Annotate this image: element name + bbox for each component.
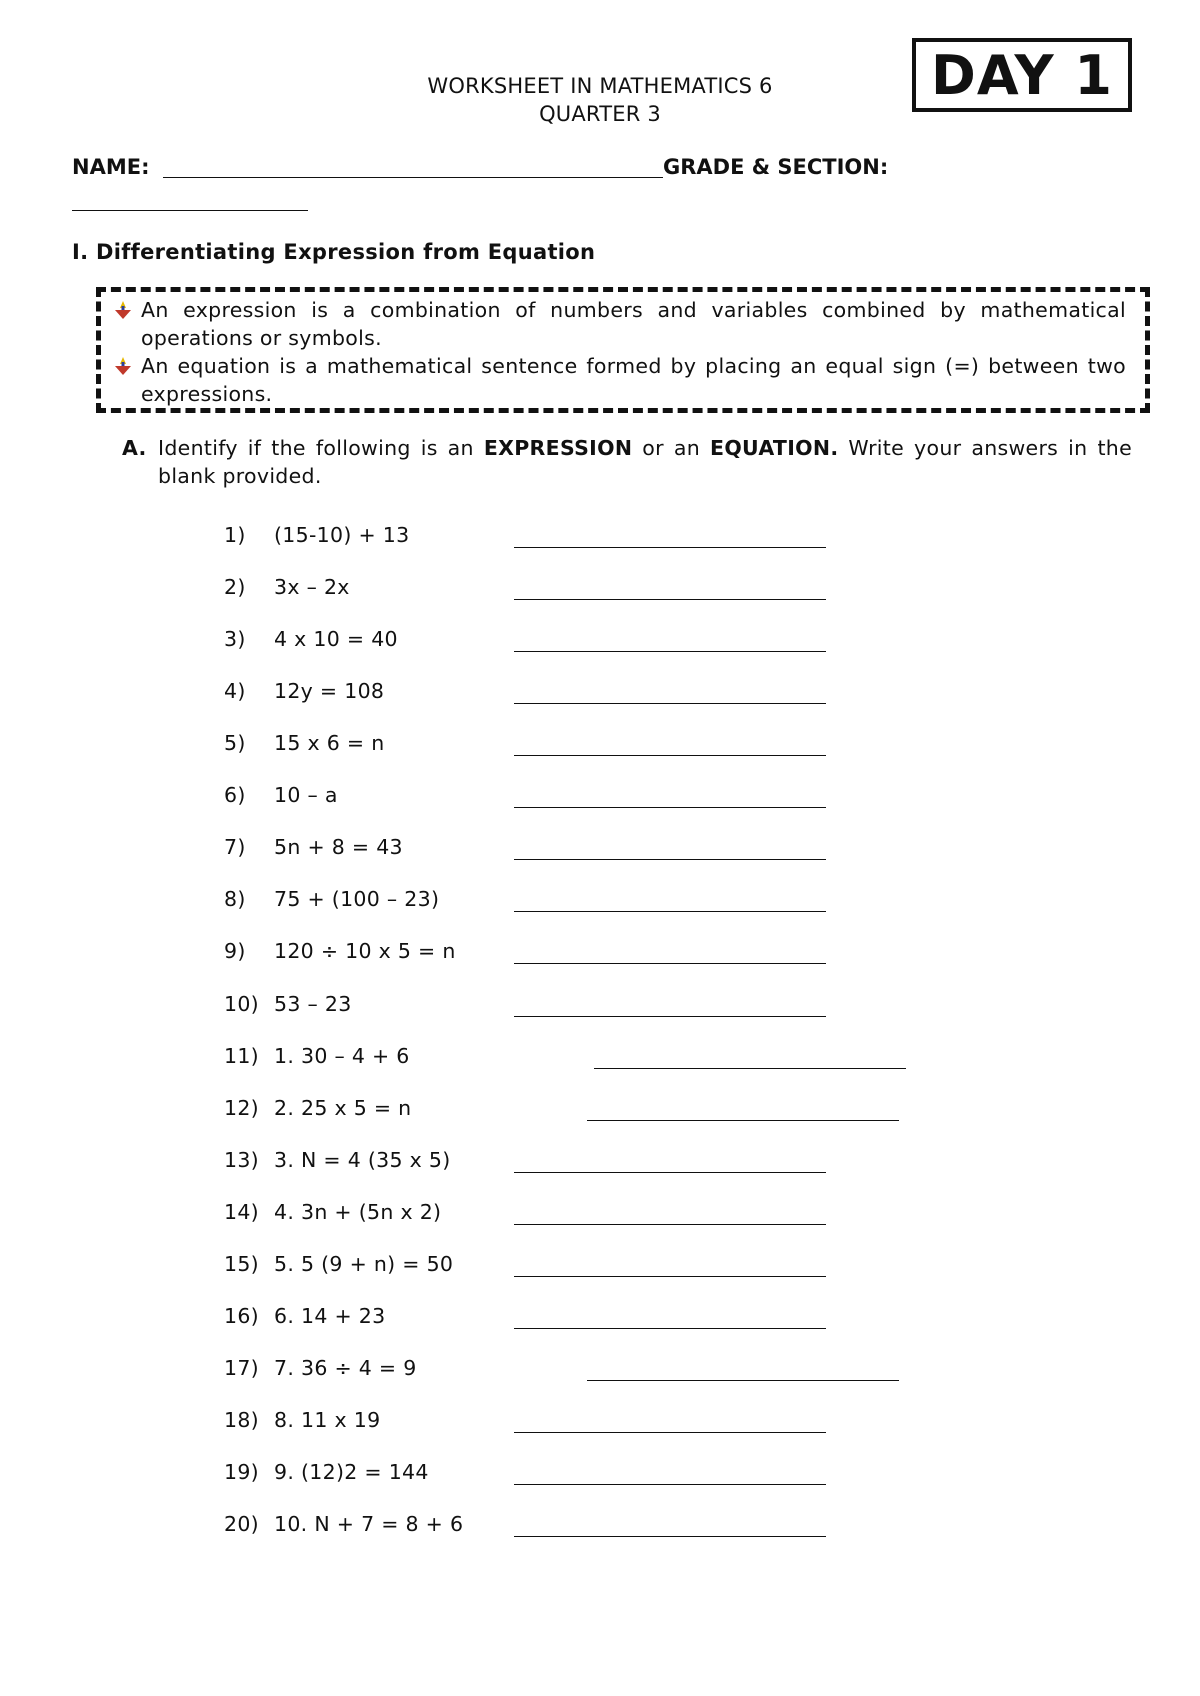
item-expression: 3x – 2x: [274, 575, 350, 599]
answer-blank[interactable]: [514, 703, 826, 704]
arrow-bullet-icon: [113, 356, 133, 376]
answer-blank[interactable]: [514, 1536, 826, 1537]
item-expression: 2. 25 x 5 = n: [274, 1096, 412, 1120]
item-expression: 1. 30 – 4 + 6: [274, 1044, 410, 1068]
item-expression: 10 – a: [274, 783, 338, 807]
item-number: 6): [224, 783, 246, 807]
keyword-expression: EXPRESSION: [483, 436, 633, 460]
instruction-pre: Identify if the following is an: [158, 436, 484, 460]
name-label: NAME:: [72, 155, 150, 179]
item-number: 13): [224, 1148, 259, 1172]
grade-section-blank[interactable]: [72, 210, 308, 211]
instruction-letter: A.: [122, 436, 147, 460]
item-number: 3): [224, 627, 246, 651]
name-blank[interactable]: [163, 177, 663, 178]
item-number: 4): [224, 679, 246, 703]
arrow-bullet-icon: [113, 300, 133, 320]
day-badge: DAY 1: [912, 38, 1132, 112]
definition-box: [96, 287, 1150, 413]
instruction-mid: or an: [632, 436, 711, 460]
answer-blank[interactable]: [587, 1380, 899, 1381]
answer-blank[interactable]: [514, 1016, 826, 1017]
answer-blank[interactable]: [514, 1432, 826, 1433]
section-heading: I. Differentiating Expression from Equation: [72, 240, 596, 264]
worksheet-title: WORKSHEET IN MATHEMATICS 6: [427, 74, 773, 98]
item-number: 17): [224, 1356, 259, 1380]
item-expression: 53 – 23: [274, 992, 352, 1016]
answer-blank[interactable]: [514, 963, 826, 964]
answer-blank[interactable]: [514, 1172, 826, 1173]
item-expression: 4. 3n + (5n x 2): [274, 1200, 442, 1224]
item-number: 19): [224, 1460, 259, 1484]
item-number: 10): [224, 992, 259, 1016]
item-expression: 3. N = 4 (35 x 5): [274, 1148, 451, 1172]
item-number: 1): [224, 523, 246, 547]
answer-blank[interactable]: [514, 859, 826, 860]
answer-blank[interactable]: [514, 1276, 826, 1277]
item-expression: (15-10) + 13: [274, 523, 410, 547]
item-expression: 10. N + 7 = 8 + 6: [274, 1512, 464, 1536]
item-expression: 5. 5 (9 + n) = 50: [274, 1252, 454, 1276]
answer-blank[interactable]: [514, 755, 826, 756]
item-number: 5): [224, 731, 246, 755]
item-expression: 12y = 108: [274, 679, 385, 703]
answer-blank[interactable]: [514, 1484, 826, 1485]
item-expression: 9. (12)2 = 144: [274, 1460, 429, 1484]
worksheet-quarter: QUARTER 3: [539, 102, 661, 126]
definition-equation: An equation is a mathematical sentence formed by placing an equal sign (=) between two expressions.: [141, 354, 1126, 406]
item-number: 11): [224, 1044, 259, 1068]
instruction-post: Write your answers in the blank provided.: [158, 436, 1132, 488]
item-expression: 5n + 8 = 43: [274, 835, 403, 859]
answer-blank[interactable]: [514, 599, 826, 600]
answer-blank[interactable]: [514, 911, 826, 912]
definition-expression: An expression is a combination of numbers and variables combined by mathematical operations or symbols.: [141, 298, 1126, 350]
answer-blank[interactable]: [514, 1328, 826, 1329]
answer-blank[interactable]: [514, 1224, 826, 1225]
grade-section-label: GRADE & SECTION:: [663, 155, 889, 179]
item-number: 9): [224, 939, 246, 963]
item-number: 12): [224, 1096, 259, 1120]
item-number: 15): [224, 1252, 259, 1276]
item-expression: 8. 11 x 19: [274, 1408, 381, 1432]
item-expression: 15 x 6 = n: [274, 731, 385, 755]
item-number: 7): [224, 835, 246, 859]
answer-blank[interactable]: [594, 1068, 906, 1069]
answer-blank[interactable]: [514, 807, 826, 808]
item-expression: 75 + (100 – 23): [274, 887, 440, 911]
item-number: 14): [224, 1200, 259, 1224]
item-number: 16): [224, 1304, 259, 1328]
answer-blank[interactable]: [514, 547, 826, 548]
keyword-equation: EQUATION.: [710, 436, 839, 460]
answer-blank[interactable]: [514, 651, 826, 652]
instruction-text: [158, 434, 1132, 490]
item-number: 2): [224, 575, 246, 599]
item-expression: 6. 14 + 23: [274, 1304, 386, 1328]
item-number: 8): [224, 887, 246, 911]
item-number: 18): [224, 1408, 259, 1432]
answer-blank[interactable]: [587, 1120, 899, 1121]
item-number: 20): [224, 1512, 259, 1536]
item-expression: 4 x 10 = 40: [274, 627, 398, 651]
item-expression: 120 ÷ 10 x 5 = n: [274, 939, 456, 963]
item-expression: 7. 36 ÷ 4 = 9: [274, 1356, 417, 1380]
